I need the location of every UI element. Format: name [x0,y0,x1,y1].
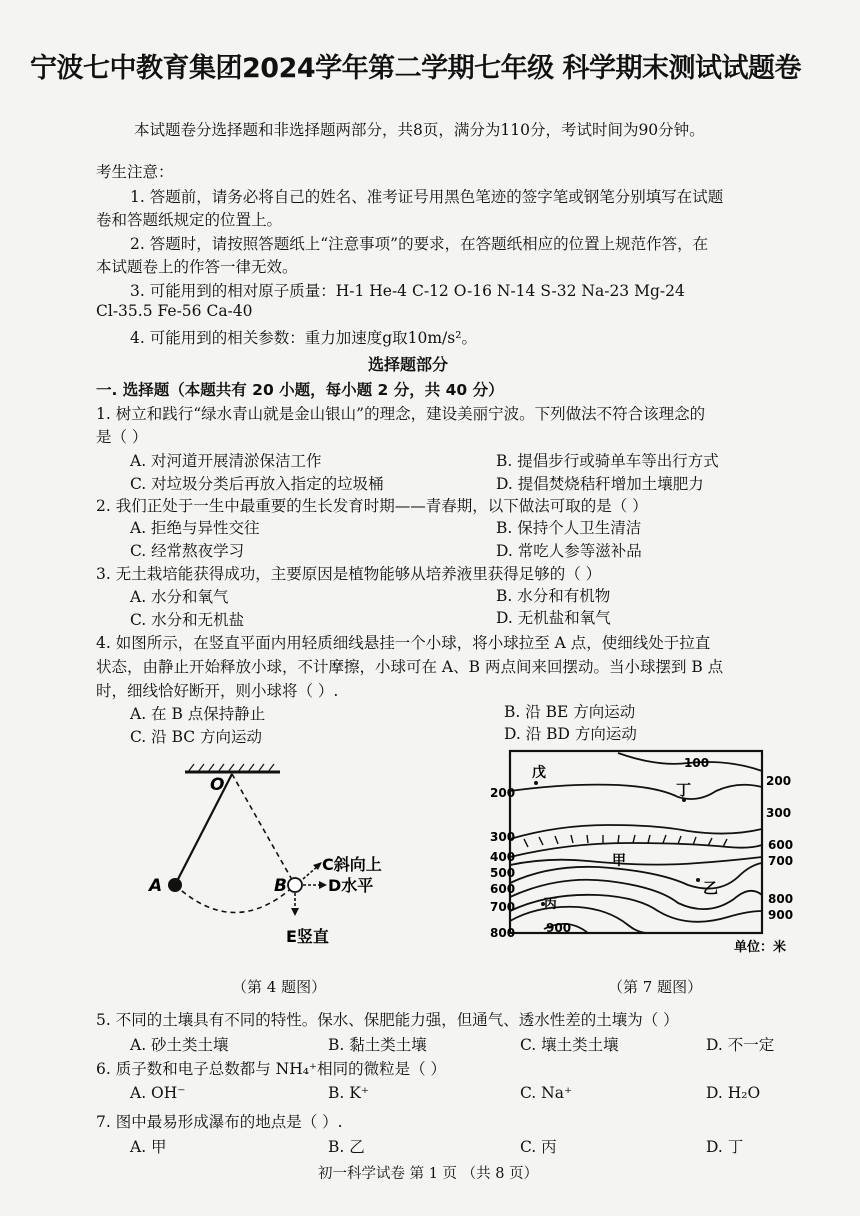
q4-option-d: D. 沿 BD 方向运动 [504,725,637,743]
page-footer: 初一科学试卷 第 1 页 （共 8 页） [318,1166,539,1182]
q5-option-a: A. 砂土类土壤 [130,1036,229,1054]
question-2: 2. 我们正处于一生中最重要的生长发育时期——青春期，以下做法可取的是（ ） [96,497,648,515]
figure-4-caption: （第 4 题图） [232,978,327,996]
q7-option-d: D. 丁 [706,1138,744,1156]
contour-label-600-right: 600 [768,838,794,852]
label-a: A [149,876,163,896]
q1-option-d: D. 提倡焚烧秸秆增加土壤肥力 [496,475,704,493]
contour-label-200-right: 200 [766,774,792,788]
ball-a [168,878,182,892]
contour-label-400-left: 400 [490,850,516,864]
section-title: 选择题部分 [368,355,449,374]
question-4: 4. 如图所示，在竖直平面内用轻质细线悬挂一个小球，将小球拉至 A 点，使细线处于拉直 [96,634,711,652]
q2-option-c: C. 经常熬夜学习 [130,542,245,560]
q5-option-b: B. 黏土类土壤 [328,1036,427,1054]
label-b: B [274,876,287,896]
q6-option-a: A. OH⁻ [130,1084,186,1102]
exam-intro: 本试题卷分选择题和非选择题两部分，共8页，满分为110分，考试时间为90分钟。 [134,121,705,139]
q3-option-a: A. 水分和氧气 [130,588,229,606]
part-heading: 一. 选择题（本题共有 20 小题，每小题 2 分，共 40 分） [96,381,504,399]
q4-option-a: A. 在 B 点保持静止 [130,705,266,723]
notice-3a: 3. 可能用到的相对原子质量：H-1 He-4 C-12 O-16 N-14 S-32 Na-23 Mg-24 [130,282,685,300]
contour-map [488,745,806,960]
contour-label-900-bottom: 900 [546,921,572,935]
question-4-cont2: 时，细线恰好断开，则小球将（ ）. [96,682,339,700]
q5-option-c: C. 壤土类土壤 [520,1036,619,1054]
question-7: 7. 图中最易形成瀑布的地点是（ ）. [96,1113,343,1131]
exam-title: 宁波七中教育集团2024学年第二学期七年级 科学期末测试试题卷 [30,53,802,84]
place-wu: 戊 [532,765,546,781]
question-3: 3. 无土栽培能获得成功，主要原因是植物能够从培养液里获得足够的（ ） [96,565,602,583]
q7-option-b: B. 乙 [328,1138,365,1156]
notice-3b: Cl-35.5 Fe-56 Ca-40 [96,302,253,320]
place-bing: 丙 [544,897,558,912]
ball-b [288,878,302,892]
label-o: O [210,775,225,795]
question-1: 1. 树立和践行“绿水青山就是金山银山”的理念，建设美丽宁波。下列做法不符合该理念的 [96,405,706,423]
q5-option-d: D. 不一定 [706,1036,775,1054]
contour-label-700-left: 700 [490,900,516,914]
q4-option-b: B. 沿 BE 方向运动 [504,703,636,721]
notice-1a: 1. 答题前，请务必将自己的姓名、准考证号用黑色笔迹的签字笔或钢笔分别填写在试题 [130,188,724,206]
q3-option-b: B. 水分和有机物 [496,587,611,605]
place-ding: 丁 [676,781,692,799]
contour-label-100: 100 [684,756,710,770]
q3-option-c: C. 水分和无机盐 [130,611,245,629]
label-e: E竖直 [286,927,329,946]
q7-option-c: C. 丙 [520,1138,557,1156]
q3-option-d: D. 无机盐和氧气 [496,609,611,627]
contour-label-800-left: 800 [490,926,516,940]
contour-label-300-left: 300 [490,830,516,844]
question-1-cont: 是（ ） [96,428,148,446]
notice-2b: 本试题卷上的作答一律无效。 [96,258,298,276]
q7-option-a: A. 甲 [130,1138,167,1156]
place-jia: 甲 [612,853,626,869]
notice-4: 4. 可能用到的相关参数：重力加速度g取10m/s²。 [130,329,477,347]
q2-option-d: D. 常吃人参等滋补品 [496,542,642,560]
notice-2a: 2. 答题时，请按照答题纸上“注意事项”的要求，在答题纸相应的位置上规范作答，在 [130,235,709,253]
contour-label-700-right: 700 [768,854,794,868]
notice-heading: 考生注意： [96,163,174,181]
label-d: D水平 [328,876,374,895]
notice-1b: 卷和答题纸规定的位置上。 [96,211,283,229]
pendulum-figure [140,760,390,955]
figure-7-caption: （第 7 题图） [608,978,703,996]
q6-option-c: C. Na⁺ [520,1084,573,1102]
question-5: 5. 不同的土壤具有不同的特性。保水、保肥能力强，但通气、透水性差的土壤为（ ） [96,1011,679,1029]
contour-label-500-left: 500 [490,866,516,880]
q6-option-d: D. H₂O [706,1084,761,1102]
contour-label-800-right: 800 [768,892,794,906]
label-c: C斜向上 [322,855,382,874]
q1-option-b: B. 提倡步行或骑单车等出行方式 [496,452,719,470]
question-4-cont1: 状态，由静止开始释放小球，不计摩擦，小球可在 A、B 两点间来回摆动。当小球摆到 B 点 [96,658,724,676]
place-yi: 乙 [703,879,719,897]
q2-option-b: B. 保持个人卫生清洁 [496,519,642,537]
q2-option-a: A. 拒绝与异性交往 [130,519,260,537]
contour-label-600-left: 600 [490,882,516,896]
contour-label-300-right: 300 [766,806,792,820]
map-unit: 单位：米 [734,940,787,955]
question-6: 6. 质子数和电子总数都与 NH₄⁺相同的微粒是（ ） [96,1060,447,1078]
q4-option-c: C. 沿 BC 方向运动 [130,728,263,746]
q6-option-b: B. K⁺ [328,1084,370,1102]
contour-label-900-right: 900 [768,908,794,922]
contour-label-200-left: 200 [490,786,516,800]
q1-option-a: A. 对河道开展清淤保洁工作 [130,452,322,470]
q1-option-c: C. 对垃圾分类后再放入指定的垃圾桶 [130,475,384,493]
